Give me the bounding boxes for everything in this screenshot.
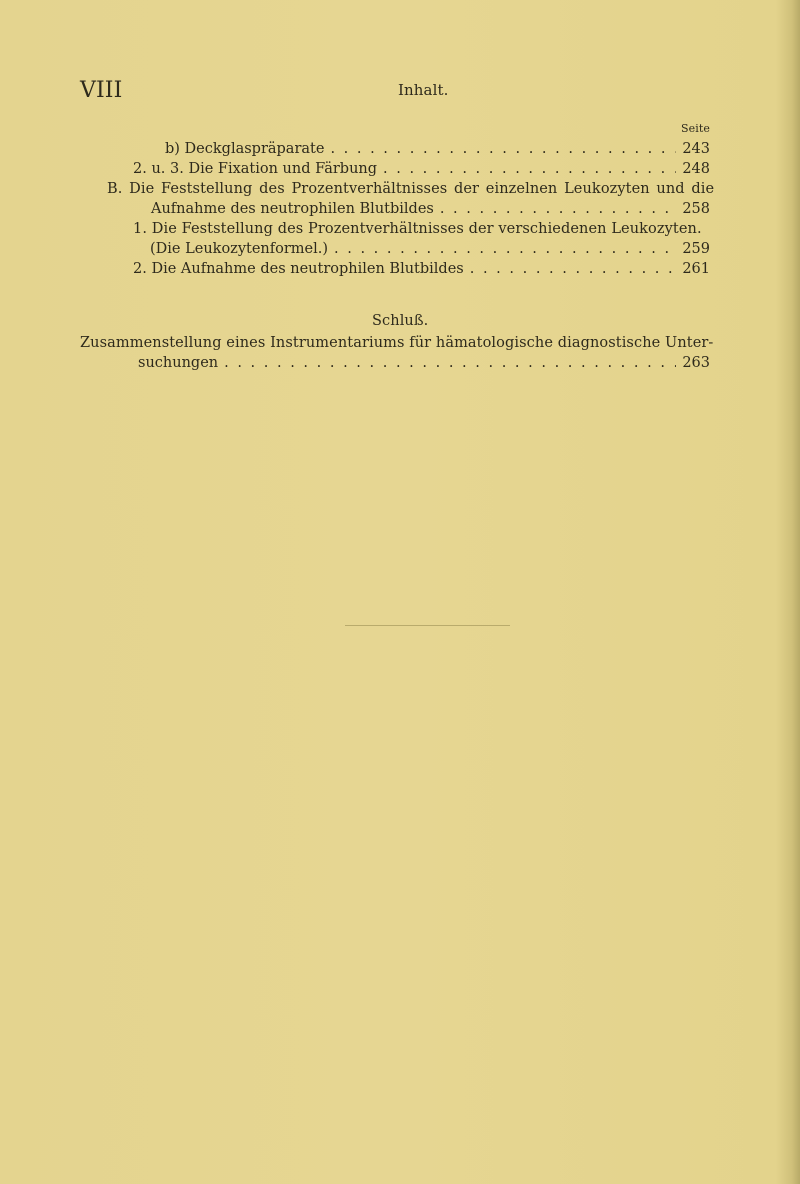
entry-label: suchungen [138, 355, 219, 371]
entry-page: 263 [682, 355, 710, 371]
toc-entry [133, 259, 710, 279]
entry-label: (Die Leukozytenformel.) [150, 241, 329, 257]
entry-page: 259 [682, 241, 710, 257]
toc-entry-line: Zusammenstellung eines Instrumentariums für hämatologische diagnostische Unter- [80, 335, 714, 351]
dot-leader [464, 259, 677, 279]
entry-label: Aufnahme des neutrophilen Blutbildes [151, 201, 434, 217]
toc-entry [133, 159, 710, 179]
entry-page: 243 [682, 141, 710, 157]
page-title: Inhalt. [398, 81, 449, 99]
entry-label: 2. u. 3. Die Fixation und Färbung [133, 161, 378, 177]
page-number: VIII [80, 78, 123, 103]
seite-label: Seite [681, 122, 710, 135]
divider-rule [345, 625, 510, 626]
toc-entry [150, 239, 710, 259]
dot-leader [434, 199, 676, 219]
dot-leader [324, 139, 676, 159]
entry-page: 258 [682, 201, 710, 217]
toc-entry-line: B. Die Feststellung des Prozentverhältnisses der einzelnen Leukozyten und die [107, 181, 715, 197]
entry-label: b) Deckglaspräparate [165, 141, 325, 157]
dot-leader [218, 353, 676, 373]
entry-page: 248 [682, 161, 710, 177]
section-heading: Schluß. [372, 313, 429, 329]
entry-page: 261 [682, 261, 710, 277]
dot-leader [328, 239, 676, 259]
toc-entry [151, 199, 710, 219]
dot-leader [377, 159, 676, 179]
toc-entry [138, 353, 710, 373]
toc-entry [165, 139, 710, 159]
toc-entry-line: 1. Die Feststellung des Prozentverhältnisses der verschiedenen Leukozyten. [133, 221, 702, 237]
entry-label: 2. Die Aufnahme des neutrophilen Blutbildes [133, 261, 464, 277]
